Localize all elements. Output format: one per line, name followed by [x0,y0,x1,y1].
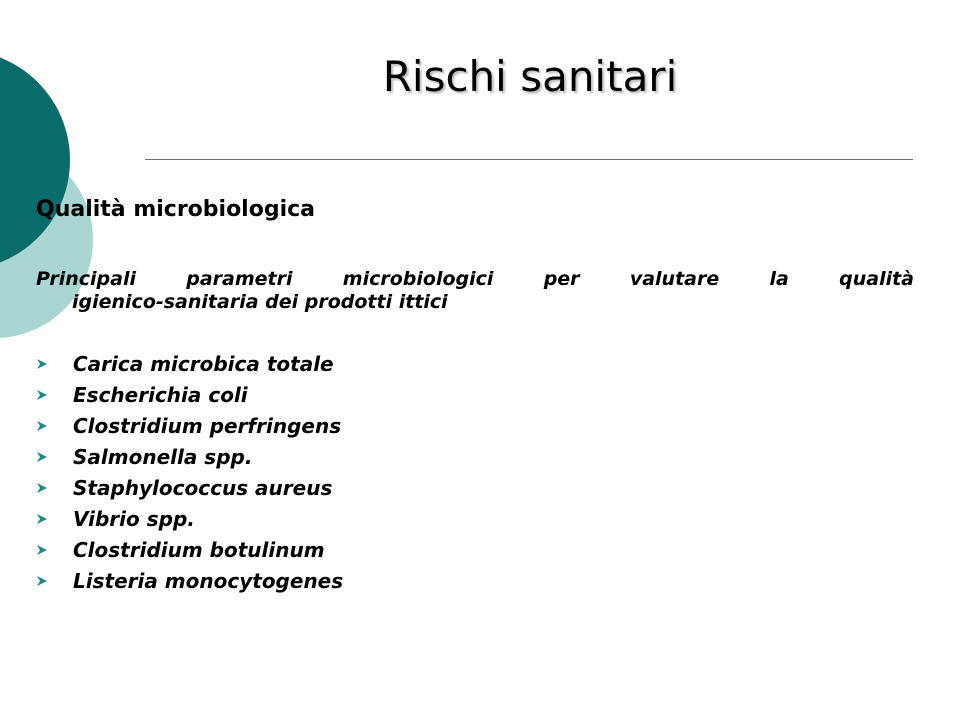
list-item [36,503,343,534]
list-item [36,441,343,472]
list-item-label: Listeria monocytogenes [73,568,344,593]
arrow-bullet-icon [36,451,73,463]
arrow-bullet-icon [36,513,73,525]
list-item [36,379,343,410]
list-item-label: Clostridium botulinum [73,537,325,562]
list-item-label: Clostridium perfringens [73,413,342,438]
slide-subtitle: Qualità microbiologica [36,197,316,222]
list-item-label: Salmonella spp. [73,444,253,469]
arrow-bullet-icon [36,544,73,556]
arrow-bullet-icon [36,389,73,401]
list-item [36,410,343,441]
list-item [36,348,343,379]
list-item [36,472,343,503]
list-item-label: Staphylococcus aureus [73,475,333,500]
list-item-label: Escherichia coli [73,382,248,407]
intro-line-1: Principali parametri microbiologici per valutare la qualità [36,268,914,290]
intro-paragraph [36,267,914,314]
arrow-bullet-icon [36,575,73,587]
title-divider [145,159,913,160]
arrow-bullet-icon [36,482,73,494]
intro-line-2: igienico-sanitaria dei prodotti ittici [72,291,448,313]
list-item [36,565,343,596]
list-item-label: Vibrio spp. [73,506,195,531]
parameter-list [36,348,343,596]
list-item-label: Carica microbica totale [73,351,334,376]
arrow-bullet-icon [36,420,73,432]
arrow-bullet-icon [36,358,73,370]
slide-title: Rischi sanitari [382,52,678,101]
list-item [36,534,343,565]
